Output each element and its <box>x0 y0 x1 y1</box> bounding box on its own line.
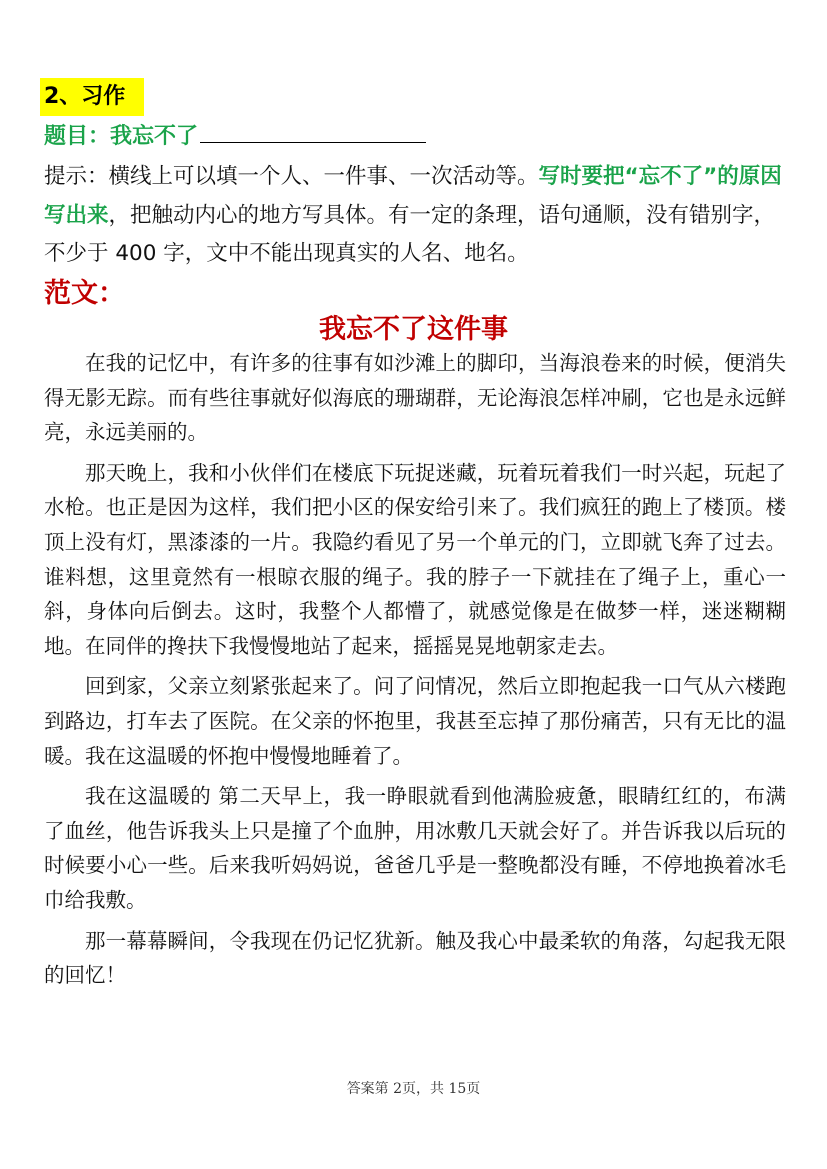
essay-paragraph: 在我的记忆中，有许多的往事有如沙滩上的脚印，当海浪卷来的时候，便消失得无影无踪。而有些往事就好似海底的珊瑚群，无论海浪怎样冲刷，它也是永远鲜亮，永远美丽的。 <box>44 351 786 445</box>
hint-paragraph <box>44 158 796 274</box>
hint-part-1: 提示：横线上可以填一个人、一件事、一次活动等。 <box>44 164 539 189</box>
hint-part-3: ，把触动内心的地方写具体。有一定的条理，语句通顺，没有错别字，不少于 400 字，文中不能出现真实的人名、地名。 <box>44 202 776 266</box>
topic-line <box>44 120 426 154</box>
essay-paragraph: 那一幕幕瞬间，令我现在仍记忆犹新。触及我心中最柔软的角落，勾起我无限的回忆！ <box>44 928 786 988</box>
essay-title: 我忘不了这件事 <box>319 314 508 345</box>
essay-paragraph: 那天晚上，我和小伙伴们在楼底下玩捉迷藏，玩着玩着我们一时兴起，玩起了水枪。也正是因为这样，我们把小区的保安给引来了。我们疯狂的跑上了楼顶。楼顶上没有灯，黑漆漆的一片。我隐约看见了另一个单元的门，立即就飞奔了过去。谁料想，这里竟然有一根晾衣服的绳子。我的脖子一下就挂在了绳子上，重心一斜，身体向后倒去。这时，我整个人都懵了，就感觉像是在做梦一样，迷迷糊糊地。在同伴的搀扶下我慢慢地站了起来，摇摇晃晃地朝家走去。 <box>44 460 786 658</box>
section-label: 2、习作 <box>40 78 144 116</box>
essay-body <box>44 346 786 999</box>
essay-paragraph: 回到家，父亲立刻紧张起来了。问了问情况，然后立即抱起我一口气从六楼跑到路边，打车去了医院。在父亲的怀抱里，我甚至忘掉了那份痛苦，只有无比的温暖。我在这温暖的怀抱中慢慢地睡着了。 <box>44 674 786 768</box>
essay-paragraph: 我在这温暖的 第二天早上，我一睁眼就看到他满脸疲惫，眼睛红红的，布满了血丝，他告诉我头上只是撞了个血肿，用冰敷几天就会好了。并告诉我以后玩的时候要小心一些。后来我听妈妈说，爸爸几乎是一整晚都没有睡，不停地换着冰毛巾给我敷。 <box>44 784 786 912</box>
sample-essay-label: 范文： <box>44 278 125 309</box>
topic-prefix: 题目：我忘不了 <box>44 124 199 149</box>
topic-blank-line <box>200 120 426 143</box>
hint-emphasis: 写时要把“忘不了”的原因写出来 <box>44 164 782 228</box>
page-footer: 答案第 2页，共 15页 <box>346 1081 481 1097</box>
